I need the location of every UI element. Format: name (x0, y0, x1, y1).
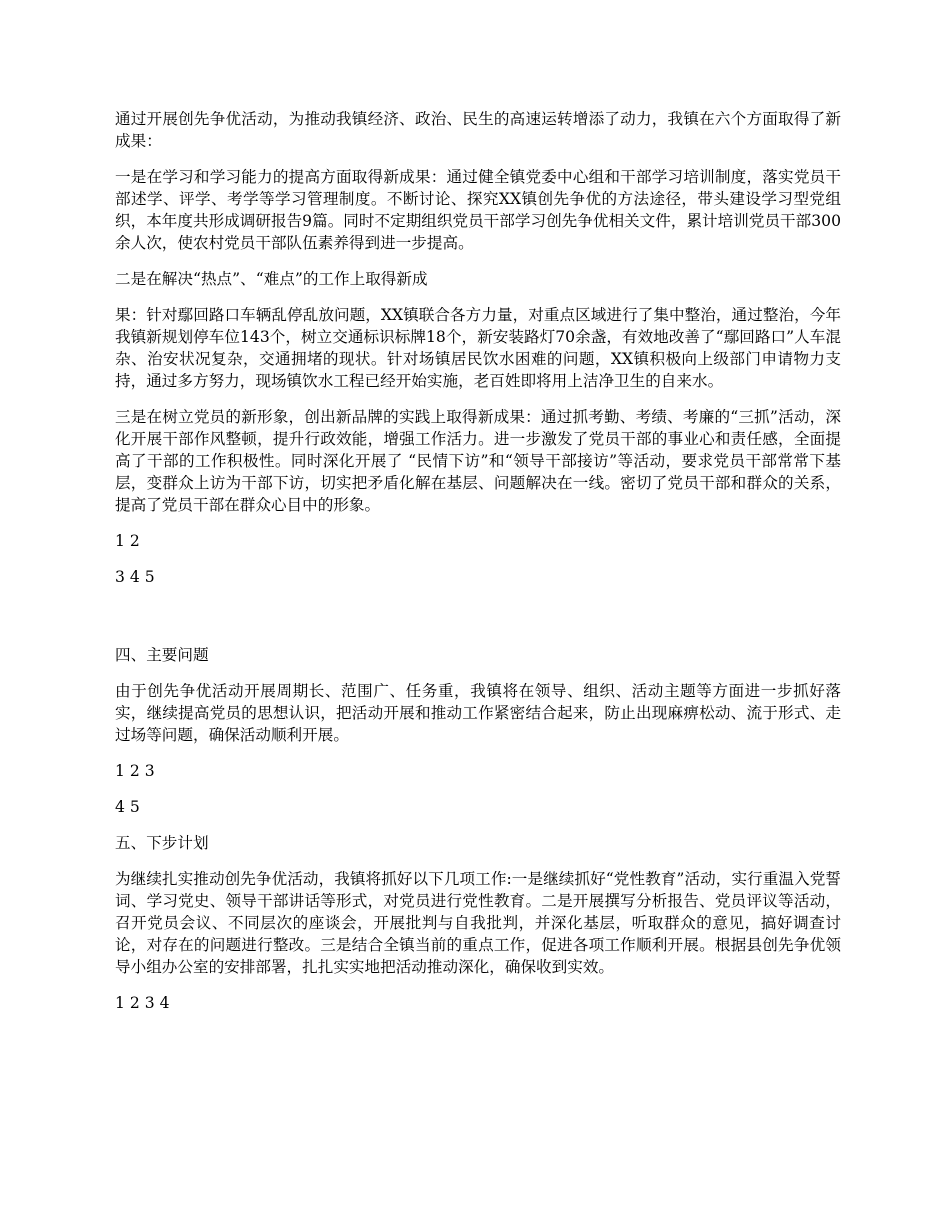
section-heading-main-issues: 四、主要问题 (115, 646, 209, 664)
page-number-row: 3 4 5 (115, 568, 155, 586)
achievement-three-paragraph: 三是在树立党员的新形象，创出新品牌的实践上取得新成果：通过抓考勤、考绩、考廉的“三抓”活动，深化开展干部作风整顿，提升行政效能，增强工作活力。进一步激发了党员干部的事业心和责任感，全面提高了干部的工作积极性。同时深化开展了 “民情下访”和“领导干部接访”等活动，要求党员干部常常下基层，变群众上访为干部下访，切实把矛盾化解在基层、问题解决在一线。密切了党员干部和群众的关系，提高了党员干部在群众心目中的形象。 (115, 408, 841, 514)
page-number-row: 1 2 3 4 (115, 994, 170, 1012)
achievement-two-paragraph: 果：针对鄢回路口车辆乱停乱放问题，XX镇联合各方力量，对重点区域进行了集中整治，通过整治，今年我镇新规划停车位143个，树立交通标识标牌18个，新安装路灯70余盏，有效地改善了“鄢回路口”人车混杂、治安状况复杂，交通拥堵的现状。针对场镇居民饮水困难的问题，XX镇积极向上级部门申请物力支持，通过多方努力，现场镇饮水工程已经开始实施，老百姓即将用上洁净卫生的自来水。 (115, 306, 841, 390)
intro-paragraph: 通过开展创先争优活动，为推动我镇经济、政治、民生的高速运转增添了动力，我镇在六个方面取得了新成果： (115, 110, 841, 150)
achievement-one-paragraph: 一是在学习和学习能力的提高方面取得新成果：通过健全镇党委中心组和干部学习培训制度，落实党员干部述学、评学、考学等学习管理制度。不断讨论、探究XX镇创先争优的方法途径，带头建设学习型党组织，本年度共形成调研报告9篇。同时不定期组织党员干部学习创先争优相关文件，累计培训党员干部300余人次，使农村党员干部队伍素养得到进一步提高。 (115, 168, 841, 252)
main-issues-paragraph: 由于创先争优活动开展周期长、范围广、任务重，我镇将在领导、组织、活动主题等方面进一步抓好落实，继续提高党员的思想认识，把活动开展和推动工作紧密结合起来，防止出现麻痹松动、流于形式、走过场等问题，确保活动顺利开展。 (115, 682, 841, 744)
section-gap (115, 602, 841, 644)
document-page (115, 108, 841, 1028)
page-number-row: 4 5 (115, 798, 140, 816)
page-number-row: 1 2 (115, 532, 140, 550)
section-heading-next-plan: 五、下步计划 (115, 834, 209, 852)
achievement-two-heading: 二是在解决“热点”、“难点”的工作上取得新成 (115, 270, 428, 288)
page-number-row: 1 2 3 (115, 762, 155, 780)
next-plan-paragraph: 为继续扎实推动创先争优活动，我镇将抓好以下几项工作:一是继续抓好“党性教育”活动，实行重温入党誓词、学习党史、领导干部讲话等形式，对党员进行党性教育。二是开展撰写分析报告、党员评议等活动，召开党员会议、不同层次的座谈会，开展批判与自我批判，并深化基层，听取群众的意见，搞好调查讨论，对存在的问题进行整改。三是结合全镇当前的重点工作，促进各项工作顺利开展。根据县创先争优领导小组办公室的安排部署，扎扎实实地把活动推动深化，确保收到实效。 (115, 870, 841, 976)
